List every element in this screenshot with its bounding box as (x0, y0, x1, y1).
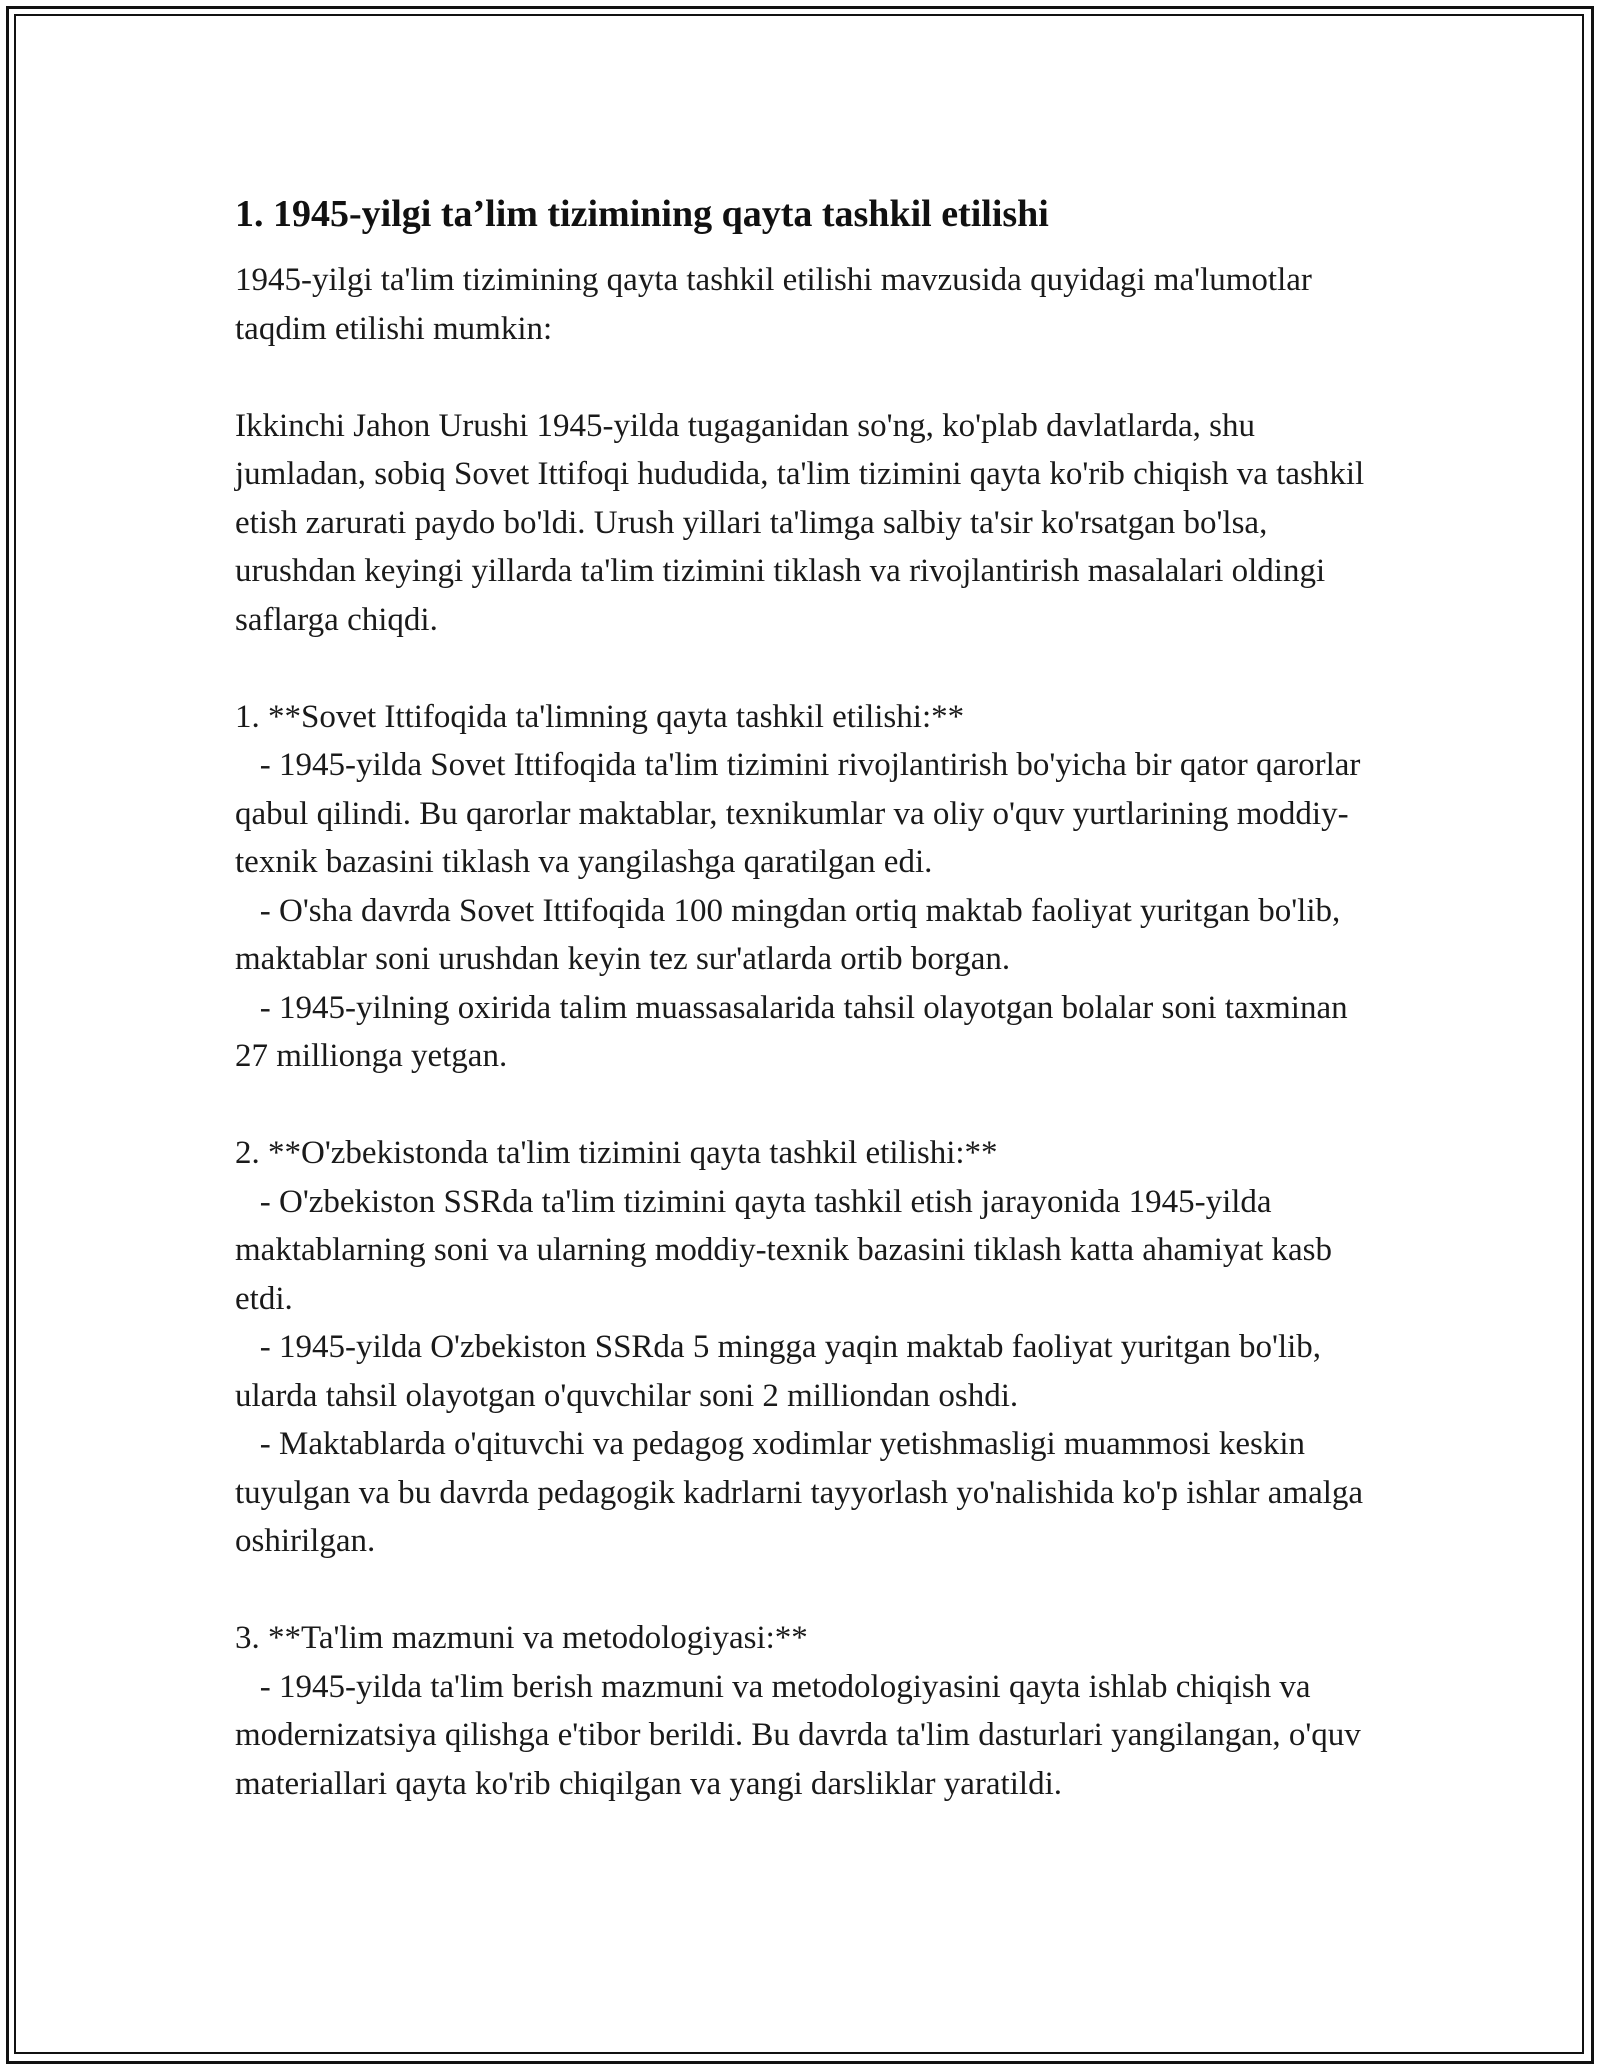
document-title: 1. 1945-yilgi ta’lim tizimining qayta tashkil etilishi (235, 193, 1049, 235)
section-heading: 2. **O'zbekistonda ta'lim tizimini qayta tashkil etilishi:** (235, 1135, 998, 1171)
paragraph-gap (235, 1081, 1375, 1130)
section-1 (235, 693, 1375, 1081)
section-bullet: - O'zbekiston SSRda ta'lim tizimini qayta tashkil etish jarayonida 1945-yilda maktablarning soni va ularning moddiy-texnik bazasini tiklash katta ahamiyat kasb etdi. (235, 1183, 1341, 1317)
paragraph-gap (235, 644, 1375, 693)
section-2 (235, 1129, 1375, 1566)
section-bullet: - 1945-yilning oxirida talim muassasalarida tahsil olayotgan bolalar soni taxminan 27 millionga yetgan. (235, 989, 1356, 1074)
section-bullet: - O'sha davrda Sovet Ittifoqida 100 mingdan ortiq maktab faoliyat yuritgan bo'lib, maktablar soni urushdan keyin tez sur'atlarda ortib borgan. (235, 892, 1349, 977)
document-body (235, 186, 1375, 1808)
section-bullet: - 1945-yilda Sovet Ittifoqida ta'lim tizimini rivojlantirish bo'yicha bir qator qarorlar qabul qilindi. Bu qarorlar maktablar, texnikumlar va oliy o'quv yurtlarining moddiy-texnik bazasini tiklash va yangilashga qaratilgan edi. (235, 747, 1369, 880)
intro-paragraph: 1945-yilgi ta'lim tizimining qayta tashkil etilishi mavzusida quyidagi ma'lumotlar taqdim etilishi mumkin: (235, 262, 1321, 347)
section-bullet: - 1945-yilda ta'lim berish mazmuni va metodologiyasini qayta ishlab chiqish va modernizatsiya qilishga e'tibor berildi. Bu davrda ta'lim dasturlari yangilangan, o'quv materiallari qayta ko'rib chiqilgan va yangi darsliklar yaratildi. (235, 1668, 1370, 1802)
section-heading: 1. **Sovet Ittifoqida ta'limning qayta tashkil etilishi:** (235, 698, 965, 735)
section-bullet: - 1945-yilda O'zbekiston SSRda 5 mingga yaqin maktab faoliyat yuritgan bo'lib, ularda tahsil olayotgan o'quvchilar soni 2 milliondan oshdi. (235, 1329, 1330, 1414)
background-paragraph: Ikkinchi Jahon Urushi 1945-yilda tugaganidan so'ng, ko'plab davlatlarda, shu jumladan, sobiq Sovet Ittifoqi hududida, ta'lim tizimini qayta ko'rib chiqish va tashkil etish zarurati paydo bo'ldi. Urush yillari ta'limga salbiy ta'sir ko'rsatgan bo'lsa, urushdan keyingi yillarda ta'lim tizimini tiklash va rivojlantirish masalalari oldingi saflarga chiqdi. (235, 407, 1373, 638)
paragraph-gap (235, 353, 1375, 402)
section-3 (235, 1614, 1375, 1808)
section-bullet: - Maktablarda o'qituvchi va pedagog xodimlar yetishmasligi muammosi keskin tuyulgan va bu davrda pedagogik kadrlarni tayyorlash yo'nalishida ko'p ishlar amalga oshirilgan. (235, 1426, 1372, 1559)
paragraph-gap (235, 1566, 1375, 1615)
section-heading: 3. **Ta'lim mazmuni va metodologiyasi:** (235, 1620, 808, 1656)
